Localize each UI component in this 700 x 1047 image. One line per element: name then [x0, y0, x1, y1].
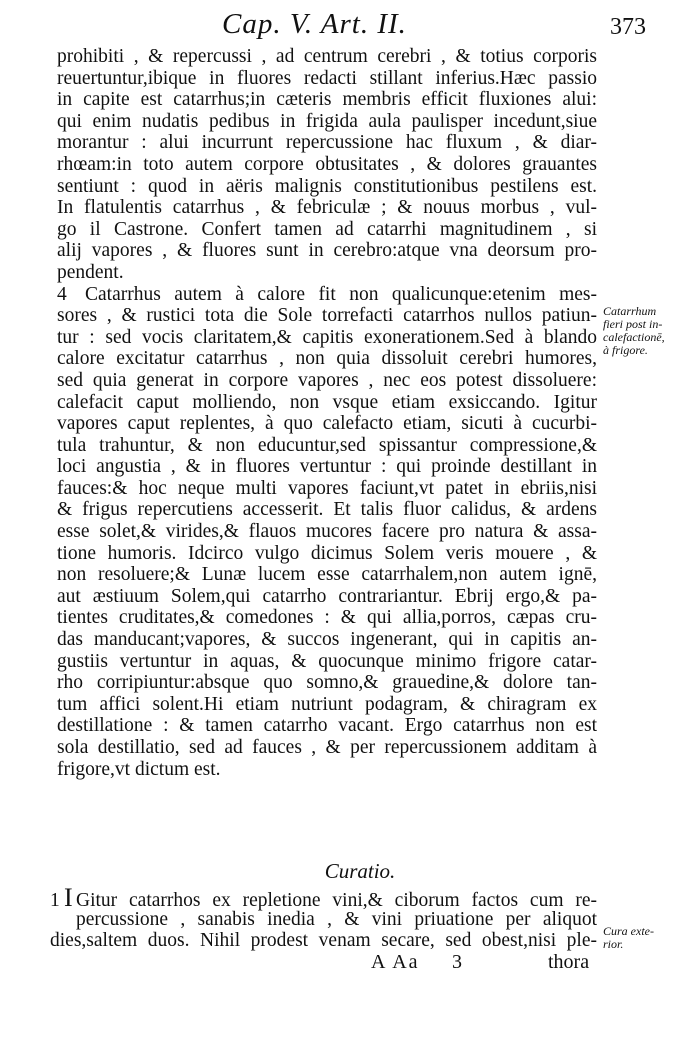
text-line: gustiis vertuntur in aquas, & quocunque minimo frigore catar-	[57, 650, 597, 672]
text-span: Catarrhus autem à calore fit non qualicunque:etenim mes-	[85, 283, 597, 305]
text-line: tula trahuntur, & non educuntur,sed spissantur compressione,&	[57, 434, 597, 456]
text-line: in capite est catarrhus;in cæteris membris efficit fluxiones alui:	[57, 89, 597, 111]
text-line: sentiunt : quod in aëris malignis constitutionibus pestilens est.	[57, 175, 597, 197]
margin-note	[603, 305, 697, 357]
catchword: thora	[548, 951, 590, 973]
text-line: morantur : alui incurrunt repercussione hac fluxum , & diar-	[57, 132, 597, 154]
text-line: In flatulentis catarrhus , & febriculæ ; & nouus morbus , vul-	[57, 197, 597, 219]
text-line: calore excitatur catarrhus , non quia dissoluit cerebri humores,	[57, 348, 597, 370]
margin-note-line: à frigore.	[603, 343, 648, 357]
text-line: das manducant;vapores, & succos ingenerant, qui in capitis an-	[57, 629, 597, 651]
text-line: tione humoris. Idcirco vulgo dicimus Solem veris mouere , &	[57, 542, 597, 564]
margin-note-line: calefactionē,	[603, 330, 665, 344]
text-line: tientes cruditates,& comedones : & qui allia,porros, cæpas cru-	[57, 607, 597, 629]
text-line: destillatione : & tamen catarrho vacant. Ergo catarrhus non est	[57, 715, 597, 737]
paragraph-number: 4	[57, 283, 67, 305]
text-line: rhœam:in toto autem corpore obtusitates , & dolores grauantes	[57, 153, 597, 175]
signature-mark: A Aa	[371, 951, 420, 973]
text-line: frigore,vt dictum est.	[57, 758, 221, 780]
text-line: tum affici solent.Hi etiam nutriunt podagram, & chiragram ex	[57, 693, 597, 715]
running-title: Cap. V. Art. II.	[222, 8, 407, 40]
text-line: aut æstiuum Solem,qui catarrho contrariantur. Ebrij ergo,& pa-	[57, 585, 597, 607]
text-line: go il Castrone. Confert tamen ad catarrhi magnitudinem , si	[57, 218, 597, 240]
text-line: prohibiti , & repercussi , ad centrum cerebri , & totius corporis	[57, 46, 597, 67]
signature-number: 3	[452, 951, 462, 973]
paragraph-start-line	[50, 883, 597, 912]
text-line: dies,saltem duos. Nihil prodest venam secare, sed obest,nisi ple-	[50, 930, 597, 952]
text-line: vapores caput replentes, à quo calefacto etiam, sicuti à cucurbi-	[57, 413, 597, 435]
page-footer	[0, 951, 700, 977]
margin-note-line: Cura exte-	[603, 924, 654, 938]
text-line: qui enim nudatis pedibus in frigida aula paulisper incedunt,siue	[57, 110, 597, 132]
margin-note	[603, 925, 697, 951]
text-line: fauces:& hoc neque multi vapores faciunt,vt patet in ebriis,nisi	[57, 477, 597, 499]
text-line: esse solet,& virides,& flauos mucores facere pro natura & assa-	[57, 521, 597, 543]
text-line: calefacit caput molliendo, non vsque etiam exsiccando. Igitur	[57, 391, 597, 413]
paragraph-start-line	[57, 284, 597, 306]
curatio-text	[50, 883, 597, 952]
text-line: reuertuntur,ibique in fluores redacti stillant inferius.Hæc passio	[57, 67, 597, 89]
margin-note-line: fieri post in-	[603, 317, 663, 331]
text-line: sed quia generat in corpore vapores , nec eos potest dissoluere:	[57, 369, 597, 391]
body-text	[57, 46, 597, 780]
text-line: loci angustia , & in fluores vertuntur : qui proinde destillant in	[57, 456, 597, 478]
margin-note-line: Catarrhum	[603, 304, 657, 318]
text-line: pendent.	[57, 261, 124, 283]
text-line: alij vapores , & fluores sunt in cerebro:atque vna deorsum pro-	[57, 240, 597, 262]
page-number: 373	[610, 14, 646, 40]
text-line: sola destillatio, sed ad fauces , & per repercussionem additam à	[57, 737, 597, 758]
text-line: & frigus repercutiens accesserit. Et talis fluor calidus, & ardens	[57, 499, 597, 521]
text-line: rho corripiuntur:absque quo somno,& grauedine,& dolore tan-	[57, 672, 597, 694]
section-heading: Curatio.	[324, 859, 396, 883]
text-line: non resoluere;& Lunæ lucem esse catarrhalem,non autem ignē,	[57, 564, 597, 586]
page-header	[0, 8, 700, 48]
drop-cap: I	[64, 883, 73, 912]
text-line: tur : sed vocis claritatem,& capitis exonerationem.Sed à blando	[57, 326, 597, 348]
text-line: sores , & rustici tota die Sole torrefacti catarrhos nullos patiun-	[57, 305, 597, 327]
text-line: percussione , sanabis inedia , & vini priuatione per aliquot	[76, 908, 597, 930]
margin-note-line: rior.	[603, 937, 624, 951]
text-span: Gitur catarrhos ex repletione vini,& ciborum factos cum re-	[76, 890, 597, 911]
paragraph-number: 1	[50, 890, 60, 911]
